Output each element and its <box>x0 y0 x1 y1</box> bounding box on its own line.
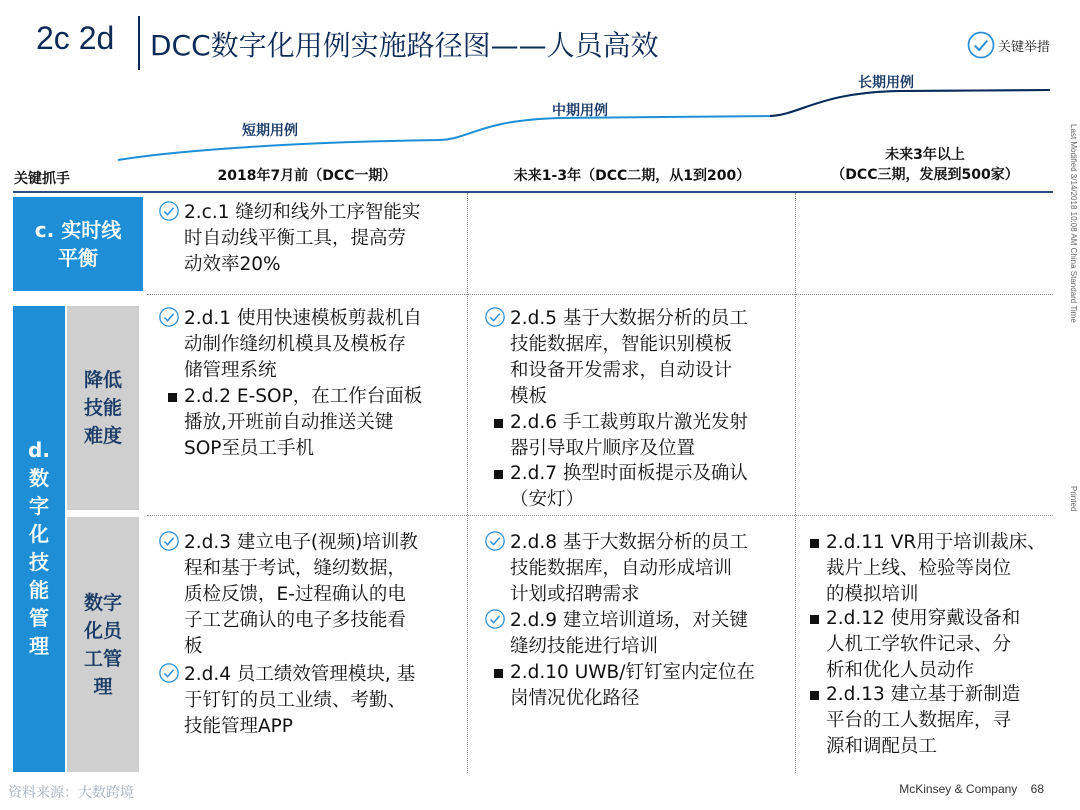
subcategory-lower-skill <box>67 306 139 510</box>
check-circle-icon <box>158 306 180 328</box>
item-line: 2.d.12 使用穿戴设备和 <box>826 608 1021 629</box>
item-line: SOP至员工手机 <box>184 438 314 459</box>
item-line: 2.d.2 E-SOP，在工作台面板 <box>184 386 423 407</box>
category-d-char: 技 <box>28 550 49 574</box>
bullet-square-icon <box>810 615 819 624</box>
item-2d6 <box>510 410 748 462</box>
item-line: 模板 <box>510 386 548 407</box>
item-line: 和设备开发需求，自动设计 <box>510 360 733 381</box>
item-line: 2.d.13 建立基于新制造 <box>826 684 1021 705</box>
category-d-char: 管 <box>28 606 49 630</box>
printed-note: Printed <box>1069 486 1078 512</box>
item-2d10 <box>510 660 755 712</box>
item-line: 2.d.8 基于大数据分析的员工 <box>510 532 748 553</box>
item-line: 的模拟培训 <box>826 584 919 605</box>
item-line: 动效率20% <box>184 254 281 275</box>
item-line: 质检反馈，E-过程确认的电 <box>184 584 406 605</box>
check-circle-icon <box>966 30 996 60</box>
column-header-3 <box>800 145 1050 185</box>
check-circle-icon <box>158 200 180 222</box>
item-line: 2.d.6 手工裁剪取片激光发射 <box>510 412 748 433</box>
item-line: （安灯） <box>510 489 585 510</box>
category-c-line2: 平衡 <box>57 246 98 270</box>
footer-company: McKinsey & Company <box>899 782 1018 796</box>
item-2d5 <box>510 306 748 410</box>
item-line: 2.d.4 员工绩效管理模块, 基 <box>184 664 416 685</box>
category-d-char: d. <box>28 438 50 462</box>
item-line: 2.d.10 UWB/钉钉室内定位在 <box>510 662 755 683</box>
item-2d11 <box>826 530 1046 608</box>
column-header-3-line1: 未来3年以上 <box>885 147 965 163</box>
header-rule <box>13 191 1053 193</box>
item-line: 2.d.7 换型时面板提示及确认 <box>510 463 748 484</box>
legend <box>966 30 1050 60</box>
category-c <box>13 197 143 291</box>
row-divider-2 <box>147 515 1053 516</box>
subcategory-digital-staff-line: 工管 <box>83 647 122 670</box>
check-circle-icon <box>484 608 506 630</box>
category-c-line1: c. 实时线 <box>34 218 122 242</box>
item-2d1 <box>184 306 422 384</box>
legend-label: 关键举措 <box>997 39 1050 55</box>
item-line: 技能数据库，自动形成培训 <box>510 558 733 579</box>
item-line: 程和基于考试，缝纫数据， <box>184 558 407 579</box>
item-line: 器引导取片顺序及位置 <box>510 438 696 459</box>
item-line: 析和优化人员动作 <box>826 660 975 681</box>
check-circle-icon <box>158 662 180 684</box>
category-d <box>13 306 65 772</box>
subcategory-lower-skill-line: 技能 <box>83 397 122 419</box>
item-line: 2.c.1 缝纫和线外工序智能实 <box>184 202 421 223</box>
item-line: 时自动线平衡工具，提高劳 <box>184 228 407 249</box>
bullet-square-icon <box>494 470 503 479</box>
category-d-char: 能 <box>28 578 49 602</box>
item-2d8 <box>510 530 748 608</box>
item-line: 2.d.11 VR用于培训裁床、 <box>826 532 1046 553</box>
item-2d13 <box>826 682 1020 760</box>
check-circle-icon <box>484 530 506 552</box>
item-line: 裁片上线、检验等岗位 <box>826 558 1012 579</box>
item-line: 技能管理APP <box>184 716 293 737</box>
item-2d9 <box>510 608 748 660</box>
item-2d3 <box>184 530 418 660</box>
check-circle-icon <box>158 530 180 552</box>
subcategory-lower-skill-line: 降低 <box>83 369 122 391</box>
item-line: 计划或招聘需求 <box>510 584 640 605</box>
item-line: 2.d.1 使用快速模板剪裁机自 <box>184 308 422 329</box>
item-line: 缝纫技能进行培训 <box>510 636 659 657</box>
item-line: 2.d.9 建立培训道场，对关键 <box>510 610 748 631</box>
watermark: 资料来源：大数跨境 <box>8 785 134 801</box>
subcategory-lower-skill-line: 难度 <box>83 425 122 447</box>
check-circle-icon <box>484 306 506 328</box>
bullet-square-icon <box>494 419 503 428</box>
category-d-char: 数 <box>28 466 49 490</box>
category-d-char: 理 <box>28 634 49 658</box>
item-line: 平台的工人数据库，寻 <box>826 710 1012 731</box>
row-divider-1 <box>147 294 1053 295</box>
subcategory-digital-staff-line: 化员 <box>83 619 122 642</box>
section-number: 2c 2d <box>36 20 115 56</box>
item-line: 技能数据库，智能识别模板 <box>510 334 733 355</box>
row-header-label: 关键抓手 <box>14 171 70 187</box>
column-header-1: 2018年7月前（DCC一期） <box>217 168 397 184</box>
column-divider-2 <box>795 193 796 773</box>
item-2d7 <box>510 461 748 513</box>
bullet-square-icon <box>168 393 177 402</box>
column-header-3-line2: （DCC三期，发展到500家） <box>831 167 1019 183</box>
item-line: 岗情况优化路径 <box>510 688 640 709</box>
item-line: 2.d.3 建立电子(视频)培训教 <box>184 532 418 553</box>
phase-short: 短期用例 <box>242 123 298 139</box>
bullet-square-icon <box>810 691 819 700</box>
last-modified-note: Last Modified 3/14/2018 10:08 AM China Standard Time <box>1069 124 1078 323</box>
phase-long: 长期用例 <box>858 75 914 91</box>
item-line: 储管理系统 <box>184 360 277 381</box>
item-line: 源和调配员工 <box>826 736 938 757</box>
subcategory-digital-staff-line: 数字 <box>83 591 122 614</box>
title-divider <box>138 16 140 70</box>
item-line: 板 <box>184 636 203 657</box>
item-2d12 <box>826 606 1020 684</box>
phase-mid: 中期用例 <box>552 103 608 119</box>
column-header-2: 未来1-3年（DCC二期，从1到200） <box>513 168 751 184</box>
bullet-square-icon <box>494 669 503 678</box>
bullet-square-icon <box>810 539 819 548</box>
category-d-char: 字 <box>28 494 49 518</box>
column-divider-1 <box>467 193 468 773</box>
item-2d4 <box>184 662 415 740</box>
item-line: 2.d.5 基于大数据分析的员工 <box>510 308 748 329</box>
subcategory-digital-staff-line: 理 <box>93 675 113 698</box>
item-line: 于钉钉的员工业绩、考勤、 <box>184 690 407 711</box>
footer <box>899 782 1044 796</box>
item-line: 动制作缝纫机模具及模板存 <box>184 334 407 355</box>
item-2c1 <box>184 200 420 278</box>
item-2d2 <box>184 384 422 462</box>
item-line: 播放,开班前自动推送关键 <box>184 412 394 433</box>
page-number: 68 <box>1030 782 1044 796</box>
page-title: DCC数字化用例实施路径图——人员高效 <box>150 29 659 62</box>
item-line: 子工艺确认的电子多技能看 <box>184 610 407 631</box>
subcategory-digital-staff <box>67 517 139 772</box>
category-d-char: 化 <box>28 522 49 546</box>
item-line: 人机工学软件记录、分 <box>826 634 1012 655</box>
